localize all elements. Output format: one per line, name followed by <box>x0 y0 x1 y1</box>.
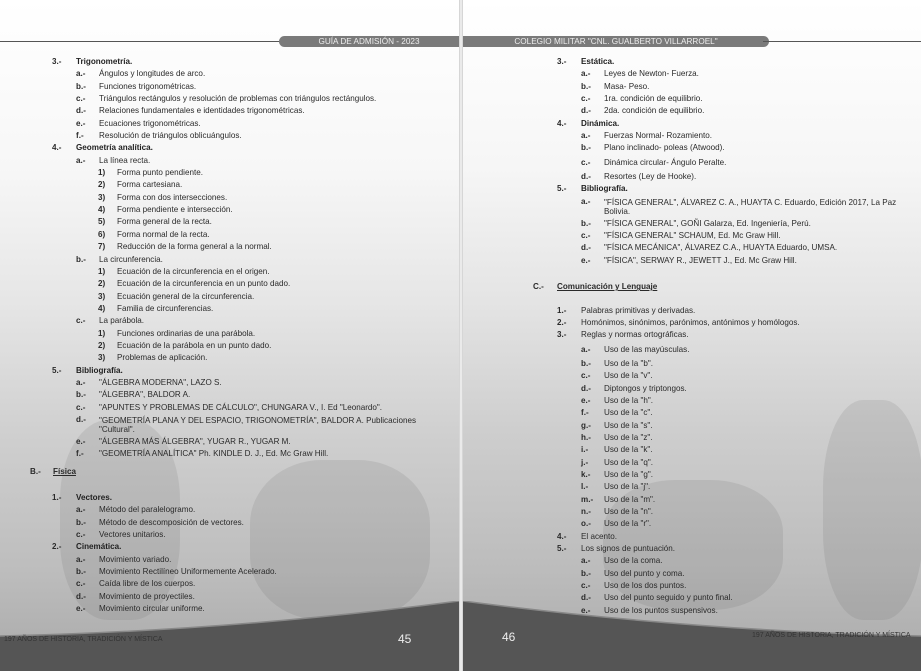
list-item <box>0 492 455 504</box>
list-item <box>0 554 455 566</box>
item-text: Uso de la "j". <box>604 482 651 492</box>
item-text: "FÍSICA GENERAL", GOÑI Galarza, Ed. Ingeniería, Perú. <box>604 218 811 228</box>
item-text: Resolución de triángulos oblicuángulos. <box>99 131 242 141</box>
header-tab: GUÍA DE ADMISIÓN - 2023 <box>279 36 459 47</box>
item-text: Uso de la "r". <box>604 519 652 529</box>
list-item <box>0 204 455 216</box>
item-number: e.- <box>581 255 591 265</box>
item-number: 7) <box>98 242 106 252</box>
item-number: c.- <box>581 157 591 167</box>
page-number: 45 <box>398 632 412 646</box>
list-item <box>0 266 455 278</box>
item-text: Ecuación de la circunferencia en el origen. <box>117 266 270 276</box>
item-number: d.- <box>581 106 591 116</box>
list-item <box>463 130 921 142</box>
footer-motto: 197 AÑOS DE HISTORIA, TRADICIÓN Y MÍSTICA <box>4 636 163 643</box>
item-number: d.- <box>581 172 591 182</box>
item-text: Movimiento variado. <box>99 554 172 564</box>
list-item <box>463 105 921 117</box>
list-item <box>0 340 455 352</box>
item-number: b.- <box>581 143 591 153</box>
item-text: Geometría analítica. <box>76 143 153 153</box>
item-text: Masa- Peso. <box>604 81 650 91</box>
item-number: b.- <box>76 390 86 400</box>
item-text: Uso de la "s". <box>604 420 653 430</box>
item-text: Relaciones fundamentales e identidades trigonométricas. <box>99 106 305 116</box>
item-number: i.- <box>581 445 589 455</box>
item-number: c.- <box>76 530 86 540</box>
item-text: "ÁLGEBRA MODERNA", LAZO S. <box>99 377 222 387</box>
item-text: Uso de la "g". <box>604 469 653 479</box>
list-item <box>0 81 455 93</box>
list-item <box>0 216 455 228</box>
item-number: e.- <box>581 605 591 615</box>
item-text: Problemas de aplicación. <box>117 353 208 363</box>
list-item <box>0 93 455 105</box>
list-item <box>0 541 455 553</box>
item-text: La circunferencia. <box>99 254 163 264</box>
list-item <box>0 517 455 529</box>
item-number: f.- <box>76 449 84 459</box>
item-text: 1ra. condición de equilibrio. <box>604 94 703 104</box>
list-item <box>463 370 921 382</box>
item-number: d.- <box>581 383 591 393</box>
item-number: c.- <box>581 231 591 241</box>
list-item <box>0 278 455 290</box>
list-item <box>0 179 455 191</box>
list-item <box>463 481 921 493</box>
item-text: Palabras primitivas y derivadas. <box>581 305 696 315</box>
item-number: b.- <box>581 568 591 578</box>
item-number: f.- <box>581 408 589 418</box>
list-item <box>0 142 455 154</box>
item-number: 1) <box>98 168 106 178</box>
list-item <box>463 444 921 456</box>
item-text: Familia de circunferencias. <box>117 303 214 313</box>
item-text: "ÁLGEBRA MÁS ÁLGEBRA", YUGAR R., YUGAR M. <box>99 436 291 446</box>
list-item <box>463 555 921 567</box>
item-text: Física <box>53 466 76 476</box>
item-text: Uso de los dos puntos. <box>604 581 687 591</box>
item-number: e.- <box>76 604 86 614</box>
list-item <box>0 504 455 516</box>
list-item <box>0 448 455 460</box>
item-text: "FÍSICA GENERAL" SCHAUM, Ed. Mc Graw Hill. <box>604 231 781 241</box>
list-item <box>463 457 921 469</box>
item-number: d.- <box>581 593 591 603</box>
item-text: Ángulos y longitudes de arco. <box>99 69 206 79</box>
item-text: Forma normal de la recta. <box>117 229 210 239</box>
item-text: Leyes de Newton- Fuerza. <box>604 69 699 79</box>
item-number: d.- <box>76 106 86 116</box>
item-number: a.- <box>581 196 591 206</box>
list-item <box>463 56 921 68</box>
item-number: e.- <box>76 436 86 446</box>
list-item <box>463 358 921 370</box>
item-text: Forma punto pendiente. <box>117 168 203 178</box>
list-item <box>463 518 921 530</box>
list-item <box>0 130 455 142</box>
list-item <box>0 192 455 204</box>
item-number: 4) <box>98 205 106 215</box>
list-item <box>463 395 921 407</box>
list-item <box>0 529 455 541</box>
list-item <box>463 183 921 195</box>
list-item <box>463 255 921 267</box>
item-number: 2.- <box>52 542 62 552</box>
item-text: La línea recta. <box>99 155 151 165</box>
item-number: 4.- <box>557 531 567 541</box>
item-number: a.- <box>76 505 86 515</box>
list-item <box>463 329 921 341</box>
item-number: g.- <box>581 420 591 430</box>
item-text: Uso del punto y coma. <box>604 568 685 578</box>
item-text: Forma pendiente e intersección. <box>117 205 233 215</box>
item-text: Uso de la "m". <box>604 494 656 504</box>
list-item <box>463 383 921 395</box>
item-text: Forma general de la recta. <box>117 217 212 227</box>
list-item <box>0 566 455 578</box>
item-number: 1) <box>98 266 106 276</box>
list-item <box>0 303 455 315</box>
list-item <box>463 432 921 444</box>
list-item <box>0 402 455 414</box>
item-number: 5.- <box>52 365 62 375</box>
list-item <box>463 420 921 432</box>
item-text: Movimiento circular uniforme. <box>99 604 205 614</box>
item-number: b.- <box>581 218 591 228</box>
item-number: 3) <box>98 291 106 301</box>
item-text: Uso de la "v". <box>604 371 653 381</box>
item-text: Dinámica. <box>581 118 620 128</box>
item-number: c.- <box>76 579 86 589</box>
item-number: c.- <box>581 581 591 591</box>
item-text: Uso de las mayúsculas. <box>604 344 690 354</box>
item-text: Resortes (Ley de Hooke). <box>604 172 697 182</box>
page-number: 46 <box>502 630 516 644</box>
item-number: 4.- <box>52 143 62 153</box>
item-number: b.- <box>76 81 86 91</box>
item-text: Dinámica circular- Ángulo Peralte. <box>604 157 727 167</box>
item-text: Ecuación de la parábola en un punto dado. <box>117 340 272 350</box>
list-item <box>463 242 921 254</box>
item-text: "GEOMETRÍA PLANA Y DEL ESPACIO, TRIGONOMETRÍA", BALDOR A. Publicaciones "Cultural". <box>99 415 417 434</box>
list-item <box>463 118 921 130</box>
item-text: Diptongos y triptongos. <box>604 383 687 393</box>
item-number: n.- <box>581 507 591 516</box>
content-list <box>463 56 921 617</box>
list-item <box>463 196 921 218</box>
item-number: 3.- <box>557 330 567 340</box>
list-item <box>0 414 455 436</box>
item-number: 1) <box>98 328 106 338</box>
item-text: Método de descomposición de vectores. <box>99 517 244 527</box>
item-text: Trigonometría. <box>76 57 133 66</box>
list-item <box>463 568 921 580</box>
item-text: Bibliografía. <box>76 365 123 375</box>
item-number: c.- <box>581 94 591 104</box>
item-text: Uso de la "c". <box>604 408 653 418</box>
list-item <box>0 389 455 401</box>
list-item <box>463 494 921 506</box>
list-item <box>0 254 455 266</box>
list-item <box>463 543 921 555</box>
item-number: l.- <box>581 482 589 492</box>
item-number: e.- <box>76 118 86 128</box>
item-text: Uso de la "q". <box>604 457 653 467</box>
item-text: Ecuación de la circunferencia en un punto dado. <box>117 279 291 289</box>
list-item <box>463 171 921 183</box>
item-number: k.- <box>581 469 591 479</box>
item-number: 1.- <box>52 493 62 502</box>
item-number: a.- <box>76 69 86 79</box>
list-item <box>0 315 455 327</box>
item-text: Uso de la "k". <box>604 445 653 455</box>
item-number: 2.- <box>557 317 567 327</box>
page-46 <box>463 0 921 671</box>
item-number: b.- <box>581 358 591 368</box>
item-text: Triángulos rectángulos y resolución de problemas con triángulos rectángulos. <box>99 94 377 104</box>
item-text: Movimiento Rectilíneo Uniformemente Acelerado. <box>99 567 277 577</box>
item-text: Uso de la coma. <box>604 556 663 566</box>
list-item <box>463 344 921 356</box>
item-number: d.- <box>76 591 86 601</box>
list-item <box>0 291 455 303</box>
page-45 <box>0 0 459 671</box>
item-text: Vectores. <box>76 493 112 502</box>
header-tab: COLEGIO MILITAR "CNL. GUALBERTO VILLARROEL" <box>463 36 769 47</box>
item-number: 3) <box>98 192 106 202</box>
item-text: "APUNTES Y PROBLEMAS DE CÁLCULO", CHUNGARA V., I. Ed "Leonardo". <box>99 402 383 412</box>
item-number: c.- <box>76 402 86 412</box>
list-item <box>0 352 455 364</box>
item-number: 3.- <box>557 57 567 66</box>
item-number: c.- <box>76 316 86 326</box>
item-number: a.- <box>76 554 86 564</box>
list-item <box>463 407 921 419</box>
item-number: 5) <box>98 217 106 227</box>
list-item <box>463 157 921 169</box>
item-number: a.- <box>76 155 86 165</box>
footer-motto: 197 AÑOS DE HISTORIA, TRADICIÓN Y MÍSTICA <box>752 632 911 639</box>
item-number: d.- <box>581 243 591 253</box>
list-item <box>463 469 921 481</box>
list-item <box>0 365 455 377</box>
item-number: d.- <box>76 414 86 424</box>
item-number: b.- <box>76 254 86 264</box>
item-number: 5.- <box>557 184 567 194</box>
item-text: Uso de la "b". <box>604 358 653 368</box>
list-item <box>463 142 921 154</box>
item-number: b.- <box>76 567 86 577</box>
list-item <box>463 506 921 518</box>
item-number: a.- <box>581 556 591 566</box>
item-text: "FÍSICA GENERAL", ÁLVAREZ C. A., HUAYTA C. Eduardo, Edición 2017, La Paz Bolivia. <box>604 197 897 216</box>
item-text: Plano inclinado- poleas (Atwood). <box>604 143 725 153</box>
item-text: Cinemática. <box>76 542 122 552</box>
item-text: Uso de la "z". <box>604 432 653 442</box>
list-item <box>463 93 921 105</box>
item-number: j.- <box>581 457 589 467</box>
item-number: c.- <box>581 371 591 381</box>
list-item <box>463 218 921 230</box>
item-text: Ecuaciones trigonométricas. <box>99 118 201 128</box>
item-text: Funciones ordinarias de una parábola. <box>117 328 256 338</box>
content-list <box>0 56 455 615</box>
list-item <box>463 317 921 329</box>
item-text: Homónimos, sinónimos, parónimos, antónimos y homólogos. <box>581 317 800 327</box>
item-number: e.- <box>581 395 591 405</box>
list-item <box>0 436 455 448</box>
item-number: 6) <box>98 229 106 239</box>
item-text: Uso del punto seguido y punto final. <box>604 593 733 603</box>
section-heading <box>463 281 921 293</box>
list-item <box>0 328 455 340</box>
list-item <box>463 230 921 242</box>
list-item <box>463 68 921 80</box>
list-item <box>0 56 455 68</box>
item-text: Fuerzas Normal- Rozamiento. <box>604 131 712 141</box>
section-heading <box>0 466 455 478</box>
item-text: La parábola. <box>99 316 145 326</box>
item-text: Reducción de la forma general a la normal. <box>117 242 272 252</box>
item-text: "GEOMETRÍA ANALÍTICA" Ph. KINDLE D. J., Ed. Mc Graw Hill. <box>99 449 329 459</box>
list-item <box>463 305 921 317</box>
item-number: 3) <box>98 353 106 363</box>
list-item <box>0 118 455 130</box>
list-item <box>0 105 455 117</box>
item-number: 1.- <box>557 305 567 315</box>
item-text: Método del paralelogramo. <box>99 505 196 515</box>
item-text: Uso de la "n". <box>604 507 653 516</box>
item-number: 4) <box>98 303 106 313</box>
list-item <box>0 229 455 241</box>
item-number: m.- <box>581 494 594 504</box>
item-text: El acento. <box>581 531 617 541</box>
header-rule <box>0 41 285 42</box>
item-number: a.- <box>581 131 591 141</box>
item-text: Los signos de puntuación. <box>581 544 676 554</box>
item-number: a.- <box>581 344 591 354</box>
item-number: h.- <box>581 432 591 442</box>
item-number: 2) <box>98 340 106 350</box>
item-number: 2) <box>98 279 106 289</box>
item-text: Funciones trigonométricas. <box>99 81 197 91</box>
item-text: Forma con dos intersecciones. <box>117 192 228 202</box>
item-number: f.- <box>76 131 84 141</box>
item-text: Forma cartesiana. <box>117 180 183 190</box>
item-number: C.- <box>533 282 544 292</box>
item-number: b.- <box>581 81 591 91</box>
item-text: Caída libre de los cuerpos. <box>99 579 196 589</box>
item-number: b.- <box>76 517 86 527</box>
item-text: Uso de la "h". <box>604 395 653 405</box>
item-text: Bibliografía. <box>581 184 628 194</box>
item-text: "ÁLGEBRA", BALDOR A. <box>99 390 191 400</box>
item-text: Ecuación general de la circunferencia. <box>117 291 255 301</box>
list-item <box>463 580 921 592</box>
item-text: Uso de los puntos suspensivos. <box>604 605 718 615</box>
item-number: a.- <box>581 69 591 79</box>
list-item <box>463 81 921 93</box>
list-item <box>0 377 455 389</box>
item-number: 3.- <box>52 57 62 66</box>
header-rule <box>763 41 921 42</box>
item-number: 4.- <box>557 118 567 128</box>
list-item <box>0 155 455 167</box>
item-text: Movimiento de proyectiles. <box>99 591 195 601</box>
list-item <box>463 531 921 543</box>
item-text: Comunicación y Lenguaje <box>557 282 658 292</box>
list-item <box>0 578 455 590</box>
item-text: Vectores unitarios. <box>99 530 166 540</box>
item-number: o.- <box>581 519 591 529</box>
item-text: Reglas y normas ortográficas. <box>581 330 689 340</box>
item-text: 2da. condición de equilibrio. <box>604 106 705 116</box>
item-text: "FÍSICA MECÁNICA", ÁLVAREZ C.A., HUAYTA Eduardo, UMSA. <box>604 243 838 253</box>
item-number: a.- <box>76 377 86 387</box>
list-item <box>0 241 455 253</box>
item-number: 5.- <box>557 544 567 554</box>
item-text: "FÍSICA", SERWAY R., JEWETT J., Ed. Mc Graw Hill. <box>604 255 797 265</box>
item-number: B.- <box>30 466 41 476</box>
item-number: c.- <box>76 94 86 104</box>
item-number: 2) <box>98 180 106 190</box>
list-item <box>0 167 455 179</box>
list-item <box>0 68 455 80</box>
item-text: Estática. <box>581 57 615 66</box>
